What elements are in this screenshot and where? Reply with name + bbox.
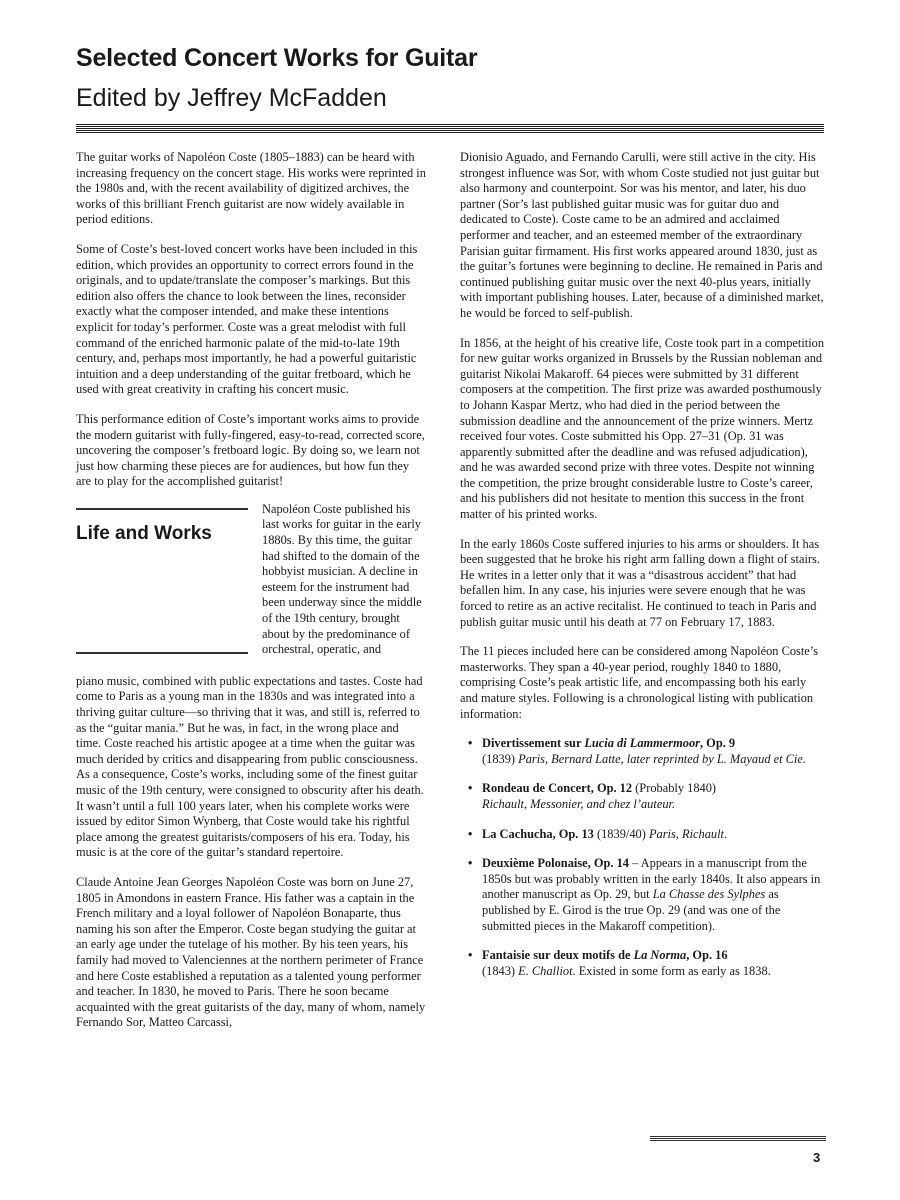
works-intro-paragraph: The 11 pieces included here can be considered among Napoléon Coste’s masterworks. They span a 40-year period, roughly 1840 to 1880, comprising Coste’s peak artistic life, and encompassing both his early and mature styles. Following is a chronological listing with publication information: [460, 644, 819, 721]
work-title: Divertissement sur [482, 736, 585, 751]
work-detail: (1843) [482, 963, 519, 978]
book-title: Selected Concert Works for Guitar [76, 44, 478, 72]
work-detail-continued: as published by E. Girod is the true Op. 29 (and was one of the submitted pieces in the Makaroff competition). [482, 887, 781, 933]
bullet: • [468, 736, 473, 751]
bullet: • [468, 948, 473, 963]
biography-paragraph: Claude Antoine Jean Georges Napoléon Coste was born on June 27, 1805 in Amondons in eastern France. His father was a captain in the French military and a loyal follower of Napoléon Bonaparte, thus naming his son after the Emperor. Coste began studying the guitar at an early age under the tutelage of his mother. By his teen years, his family had moved to Valenciennes at the northern perimeter of France and here Coste established a reputation as a talented young performer and teacher. In 1830, he moved to Paris. There he soon became acquainted with the great guitarists of the day, many of whom, namely Fernando Sor, Matteo Carcassi, [76, 875, 426, 1030]
work-publisher: Paris, Bernard Latte, later reprinted by L. Mayaud et Cie. [518, 751, 806, 766]
bullet: • [468, 826, 473, 841]
bullet: • [468, 781, 473, 796]
work-title: La Cachucha, Op. 13 [482, 826, 594, 841]
list-item [468, 781, 825, 812]
work-publisher: E. Challiot [518, 963, 573, 978]
list-item [468, 856, 825, 934]
work-detail: – Appears in a manuscript from the 1850s but was probably written in the early 1840s. It also appears in another manuscript as Op. 29, but [482, 856, 821, 902]
work-publisher: Richault, Messonier, and chez l’auteur. [482, 796, 676, 811]
right-column [460, 150, 825, 993]
work-alt-title: La Chasse des Sylphes [652, 887, 766, 902]
work-title-italic: La Norma [633, 948, 687, 963]
work-opus: , Op. 9 [699, 736, 736, 751]
page-number: 3 [813, 1150, 821, 1165]
injury-paragraph: In the early 1860s Coste suffered injuries to his arms or shoulders. It has been suggested that he broke his right arm falling down a flight of stairs. He writes in a letter only that it was a “disastrous accident” that had befallen him. In any case, his injuries were severe enough that he was forced to retire as an active recitalist. He continued to teach in Paris and publish guitar music until his death at 77 on February 17, 1883. [460, 536, 820, 629]
work-publisher: Paris, Richault [648, 826, 724, 841]
section-heading: Life and Works [76, 522, 212, 544]
work-opus: , Op. 16 [686, 948, 728, 963]
work-detail-continued: . Existed in some form as early as 1838. [572, 963, 771, 978]
work-detail: (Probably 1840) [632, 781, 717, 796]
left-column [76, 150, 426, 1045]
life-paragraph-continued: piano music, combined with public expectations and tastes. Coste had come to Paris as a young man in the 1830s and was integrated into a thriving guitar culture—so thriving that it was, and still is, referred to as the “guitar mania.” But he was, in fact, in the wrong place and time. Coste reached his artistic apogee at a time when the guitar was much derided by critics and disappearing from public consciousness. As a consequence, Coste’s works, including some of the finest guitar music of the 19th century, were consigned to obscurity after his death. It wasn’t until a full 100 years later, when his complete works were issued by editor Simon Wynberg, that Coste would take his rightful place among the greatest guitarists/composers of his era. Today, his music is at the core of the guitar’s standard repertoire. [76, 673, 424, 860]
competition-paragraph: In 1856, at the height of his creative life, Coste took part in a competition for new guitar works organized in Brussels by the Russian nobleman and guitarist Nikolai Makaroff. 64 pieces were submitted by 31 different composers at the competition. The first prize was awarded posthumously to Johann Kaspar Mertz, who had died in the period between the submission deadline and the announcement of the prize winners. Mertz received four votes. Coste submitted his Opp. 27–31 (Op. 31 was apparently submitted after the deadline and was refused adjudication), and he was awarded second prize with three votes. Despite not winning the competition, the prize brought considerable lustre to Coste’s career, and his publishers did not hesitate to mention this success in the front matter of his printed works. [460, 335, 825, 522]
work-detail-end: . [723, 826, 728, 841]
section-rule-top [76, 508, 248, 510]
intro-paragraph-2: Some of Coste’s best-loved concert works have been included in this edition, which provides an opportunity to correct errors found in the originals, and to update/translate the composer’s markings. But this edition also offers the chance to look between the lines, reconsider exactly what the composer intended, and make these intentions explicit for today’s performer. Coste was a great melodist with full command of the enriched harmonic palate of the mid-to-late 19th century, and, perhaps most importantly, he had a powerful guitaristic intuition and a deep understanding of the guitar fretboard, which he used with great creativity in crafting his concert music. [76, 241, 418, 397]
work-title: Fantaisie sur deux motifs de [482, 948, 634, 963]
book-subtitle: Edited by Jeffrey McFadden [76, 84, 387, 112]
list-item [468, 736, 825, 767]
life-paragraph-wrap: Napoléon Coste published his last works for guitar in the early 1880s. By this time, the guitar had shifted to the domain of the hobbyist musician. A decline in esteem for the instrument had been underway since the middle of the 19th century, brought about by the predominance of orchestral, operatic, and [262, 501, 422, 657]
biography-paragraph-continued: Dionisio Aguado, and Fernando Carulli, were still active in the city. His strongest influence was Sor, with whom Coste studied not just guitar but also harmony and counterpoint. Sor was his mentor, and later, his duo partner (Sor’s last published guitar music was for guitar duo and dedicated to Coste). Coste came to be an admired and acclaimed performer and teacher, and an esteemed member of the extraordinary Parisian guitar firmament. His first works appeared around 1830, just as the guitar’s fortunes were beginning to decline. He remained in Paris and continued publishing guitar music over the next 40-plus years, initially with important publishing houses. Later, because of a diminished market, he would be forced to self-publish. [460, 150, 824, 320]
intro-paragraph-1: The guitar works of Napoléon Coste (1805–1883) can be heard with increasing frequency on the concert stage. His works were reprinted in the 1980s and, with the recent availability of digitized archives, the works of this brilliant French guitarist are now widely available in period editions. [76, 150, 426, 227]
life-and-works-section [76, 501, 426, 674]
section-rule-bottom [76, 652, 248, 654]
work-title: Deuxième Polonaise, Op. 14 [482, 856, 629, 871]
header-rule [76, 124, 824, 133]
work-detail: (1839) [482, 751, 519, 766]
list-item [468, 948, 825, 979]
intro-paragraph-3: This performance edition of Coste’s important works aims to provide the modern guitarist with fully-fingered, easy-to-read, corrected score, uncovering the composer’s fretboard logic. By doing so, we learn not just how charming these pieces are for audiences, but how fun they are to play for the accomplished guitarist! [76, 411, 425, 489]
bullet: • [468, 856, 473, 871]
works-list [468, 736, 825, 979]
work-detail: (1839/40) [593, 826, 649, 841]
work-title: Rondeau de Concert, Op. 12 [482, 781, 633, 796]
work-title-italic: Lucia di Lammermoor [584, 736, 700, 751]
footer-rule [650, 1136, 826, 1141]
list-item [468, 826, 825, 843]
